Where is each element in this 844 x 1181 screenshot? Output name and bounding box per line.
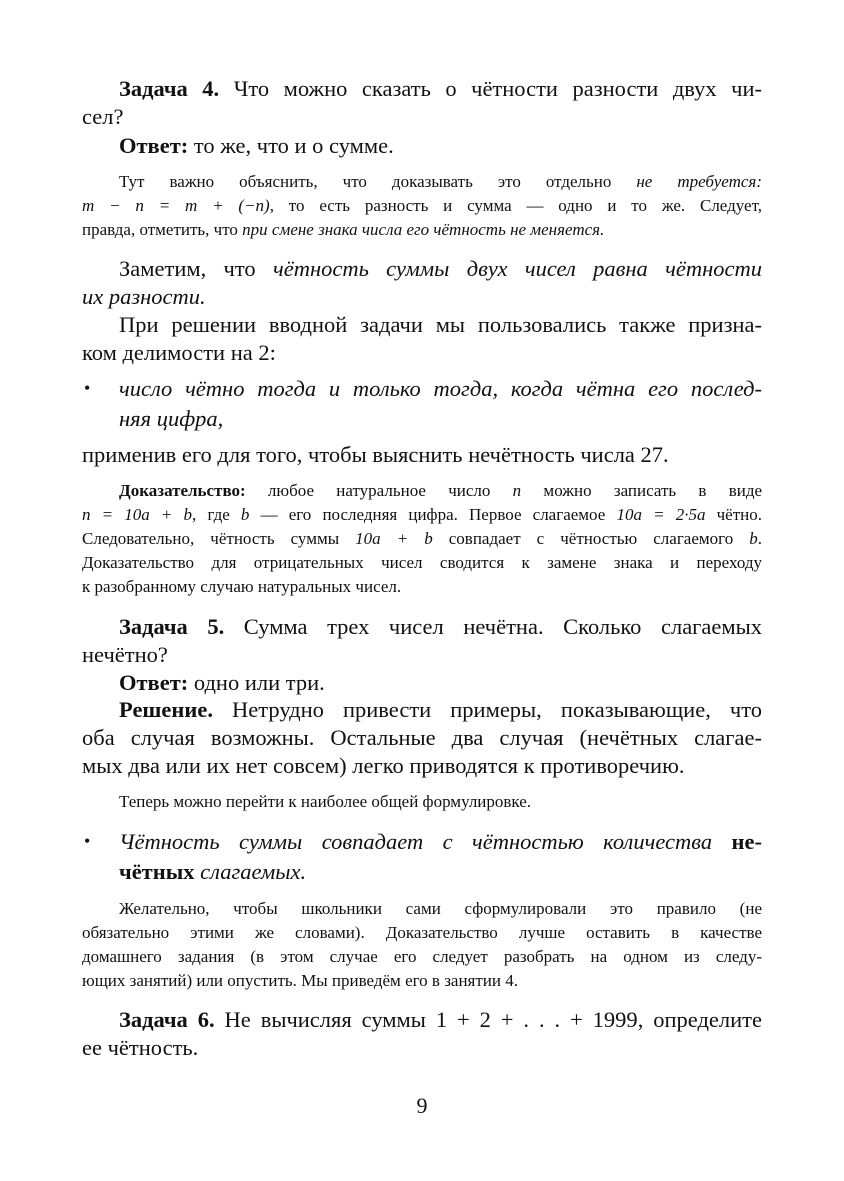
- bold-text: Задача 6.: [119, 1007, 215, 1032]
- text-line: [119, 829, 762, 855]
- text-segment: Доказательство для отрицательных чисел сводится к замене знака и переходу: [82, 553, 762, 572]
- text-line: [119, 376, 762, 402]
- text-line: [119, 406, 762, 432]
- bold-text: Задача 4.: [119, 76, 220, 101]
- text-segment: — его последняя цифра. Первое слагаемое: [249, 505, 617, 524]
- text-segment: применив его для того, чтобы выяснить нечётность числа 27.: [82, 442, 669, 467]
- italic-text: няя цифра,: [119, 406, 224, 431]
- text-segment: ком делимости на 2:: [82, 340, 276, 365]
- text-segment: Следовательно, чётность суммы: [82, 529, 356, 548]
- text-line: [82, 104, 762, 130]
- bold-text: не-: [731, 829, 762, 854]
- text-segment: , то есть разность и сумма — одно и то же. Следует,: [269, 196, 762, 215]
- text-line: [82, 1035, 762, 1061]
- text-line: [119, 481, 762, 501]
- math-expression: b: [749, 529, 758, 548]
- italic-text: их разности.: [82, 284, 206, 309]
- bold-text: Ответ:: [119, 133, 189, 158]
- text-segment: Нетрудно привести примеры, показывающие, что: [212, 697, 762, 722]
- text-line: [82, 505, 762, 525]
- text-line: [82, 642, 762, 668]
- math-expression: 10a + b: [355, 529, 433, 548]
- text-line: [82, 923, 762, 943]
- text-segment: чётно.: [705, 505, 763, 524]
- text-line: [119, 1007, 762, 1033]
- italic-text: число чётно тогда и только тогда, когда чётна его послед-: [119, 376, 762, 401]
- bold-text: Решение.: [119, 697, 213, 722]
- text-segment: ее чётность.: [82, 1035, 199, 1060]
- text-segment: правда, отметить, что: [82, 220, 243, 239]
- text-segment: к разобранному случаю натуральных чисел.: [82, 577, 402, 596]
- text-line: [119, 133, 762, 159]
- text-segment: ющих занятий) или опустить. Мы приведём его в занятии 4.: [82, 971, 518, 990]
- text-line: [119, 899, 762, 919]
- text-line: [82, 196, 762, 216]
- text-line: [82, 971, 762, 991]
- math-expression: m − n = m + (−n): [82, 196, 270, 215]
- text-segment: нечётно?: [82, 642, 168, 667]
- text-segment: мых два или их нет совсем) легко приводятся к противоречию.: [82, 753, 685, 778]
- text-line: [119, 614, 762, 640]
- text-line: [82, 220, 762, 240]
- math-expression: n = 10a + b: [82, 505, 193, 524]
- text-line: [119, 792, 762, 812]
- text-segment: можно записать в виде: [521, 481, 763, 500]
- text-segment: одно или три.: [188, 670, 325, 695]
- text-line: [82, 340, 762, 366]
- text-line: [119, 697, 762, 723]
- text-segment: Тут важно объяснить, что доказывать это отдельно: [119, 172, 637, 191]
- text-line: [82, 725, 762, 751]
- text-line: [82, 529, 762, 549]
- text-segment: домашнего задания (в этом случае его следует разобрать на одном из следу-: [82, 947, 762, 966]
- italic-text: чётность суммы двух чисел равна чётности: [272, 256, 762, 281]
- text-segment: оба случая возможны. Остальные два случая (нечётных слагае-: [82, 725, 762, 750]
- text-line: [119, 172, 762, 192]
- text-line: [119, 312, 762, 338]
- text-segment: Не вычисляя суммы: [214, 1007, 436, 1032]
- text-segment: Сумма трех чисел нечётна. Сколько слагаемых: [224, 614, 762, 639]
- text-segment: сел?: [82, 104, 124, 129]
- text-segment: Что можно сказать о чётности разности двух чи-: [219, 76, 762, 101]
- text-segment: , определите: [637, 1007, 762, 1032]
- math-expression: 10a = 2·5a: [616, 505, 706, 524]
- text-line: [82, 553, 762, 573]
- math-expression: b: [240, 505, 250, 524]
- text-segment: При решении вводной задачи мы пользовались также призна-: [119, 312, 762, 337]
- text-line: [82, 442, 762, 468]
- text-segment: то же, что и о сумме.: [188, 133, 394, 158]
- italic-text: Чётность суммы совпадает с чётностью количества: [119, 829, 732, 854]
- italic-text: слагаемых.: [194, 859, 307, 884]
- text-line: [82, 577, 762, 597]
- text-segment: Заметим, что: [119, 256, 273, 281]
- page-number: 9: [416, 1093, 428, 1118]
- text-segment: совпадает с чётностью слагаемого: [432, 529, 750, 548]
- text-line: [119, 670, 762, 696]
- text-segment: 1 + 2 + . . . + 1999: [435, 1007, 638, 1032]
- bold-text: Задача 5.: [119, 614, 225, 639]
- text-segment: .: [757, 529, 762, 548]
- text-segment: Теперь можно перейти к наиболее общей формулировке.: [119, 792, 532, 811]
- text-line: [82, 947, 762, 967]
- bold-text: Доказательство:: [119, 481, 246, 500]
- text-segment: любое натуральное число: [245, 481, 513, 500]
- bullet-icon: •: [84, 831, 91, 851]
- text-line: [82, 753, 762, 779]
- text-line: [82, 284, 762, 310]
- italic-text: не требуется:: [636, 172, 762, 191]
- bold-text: Ответ:: [119, 670, 189, 695]
- italic-text: при смене знака числа его чётность не меняется.: [242, 220, 605, 239]
- bullet-icon: •: [84, 378, 91, 398]
- text-segment: , где: [192, 505, 241, 524]
- text-line: [119, 256, 762, 282]
- bold-text: чётных: [119, 859, 195, 884]
- text-line: [119, 76, 762, 102]
- math-expression: n: [512, 481, 522, 500]
- text-line: [119, 859, 762, 885]
- text-segment: Желательно, чтобы школьники сами сформулировали это правило (не: [119, 899, 762, 918]
- text-segment: обязательно этими же словами). Доказательство лучше оставить в качестве: [82, 923, 762, 942]
